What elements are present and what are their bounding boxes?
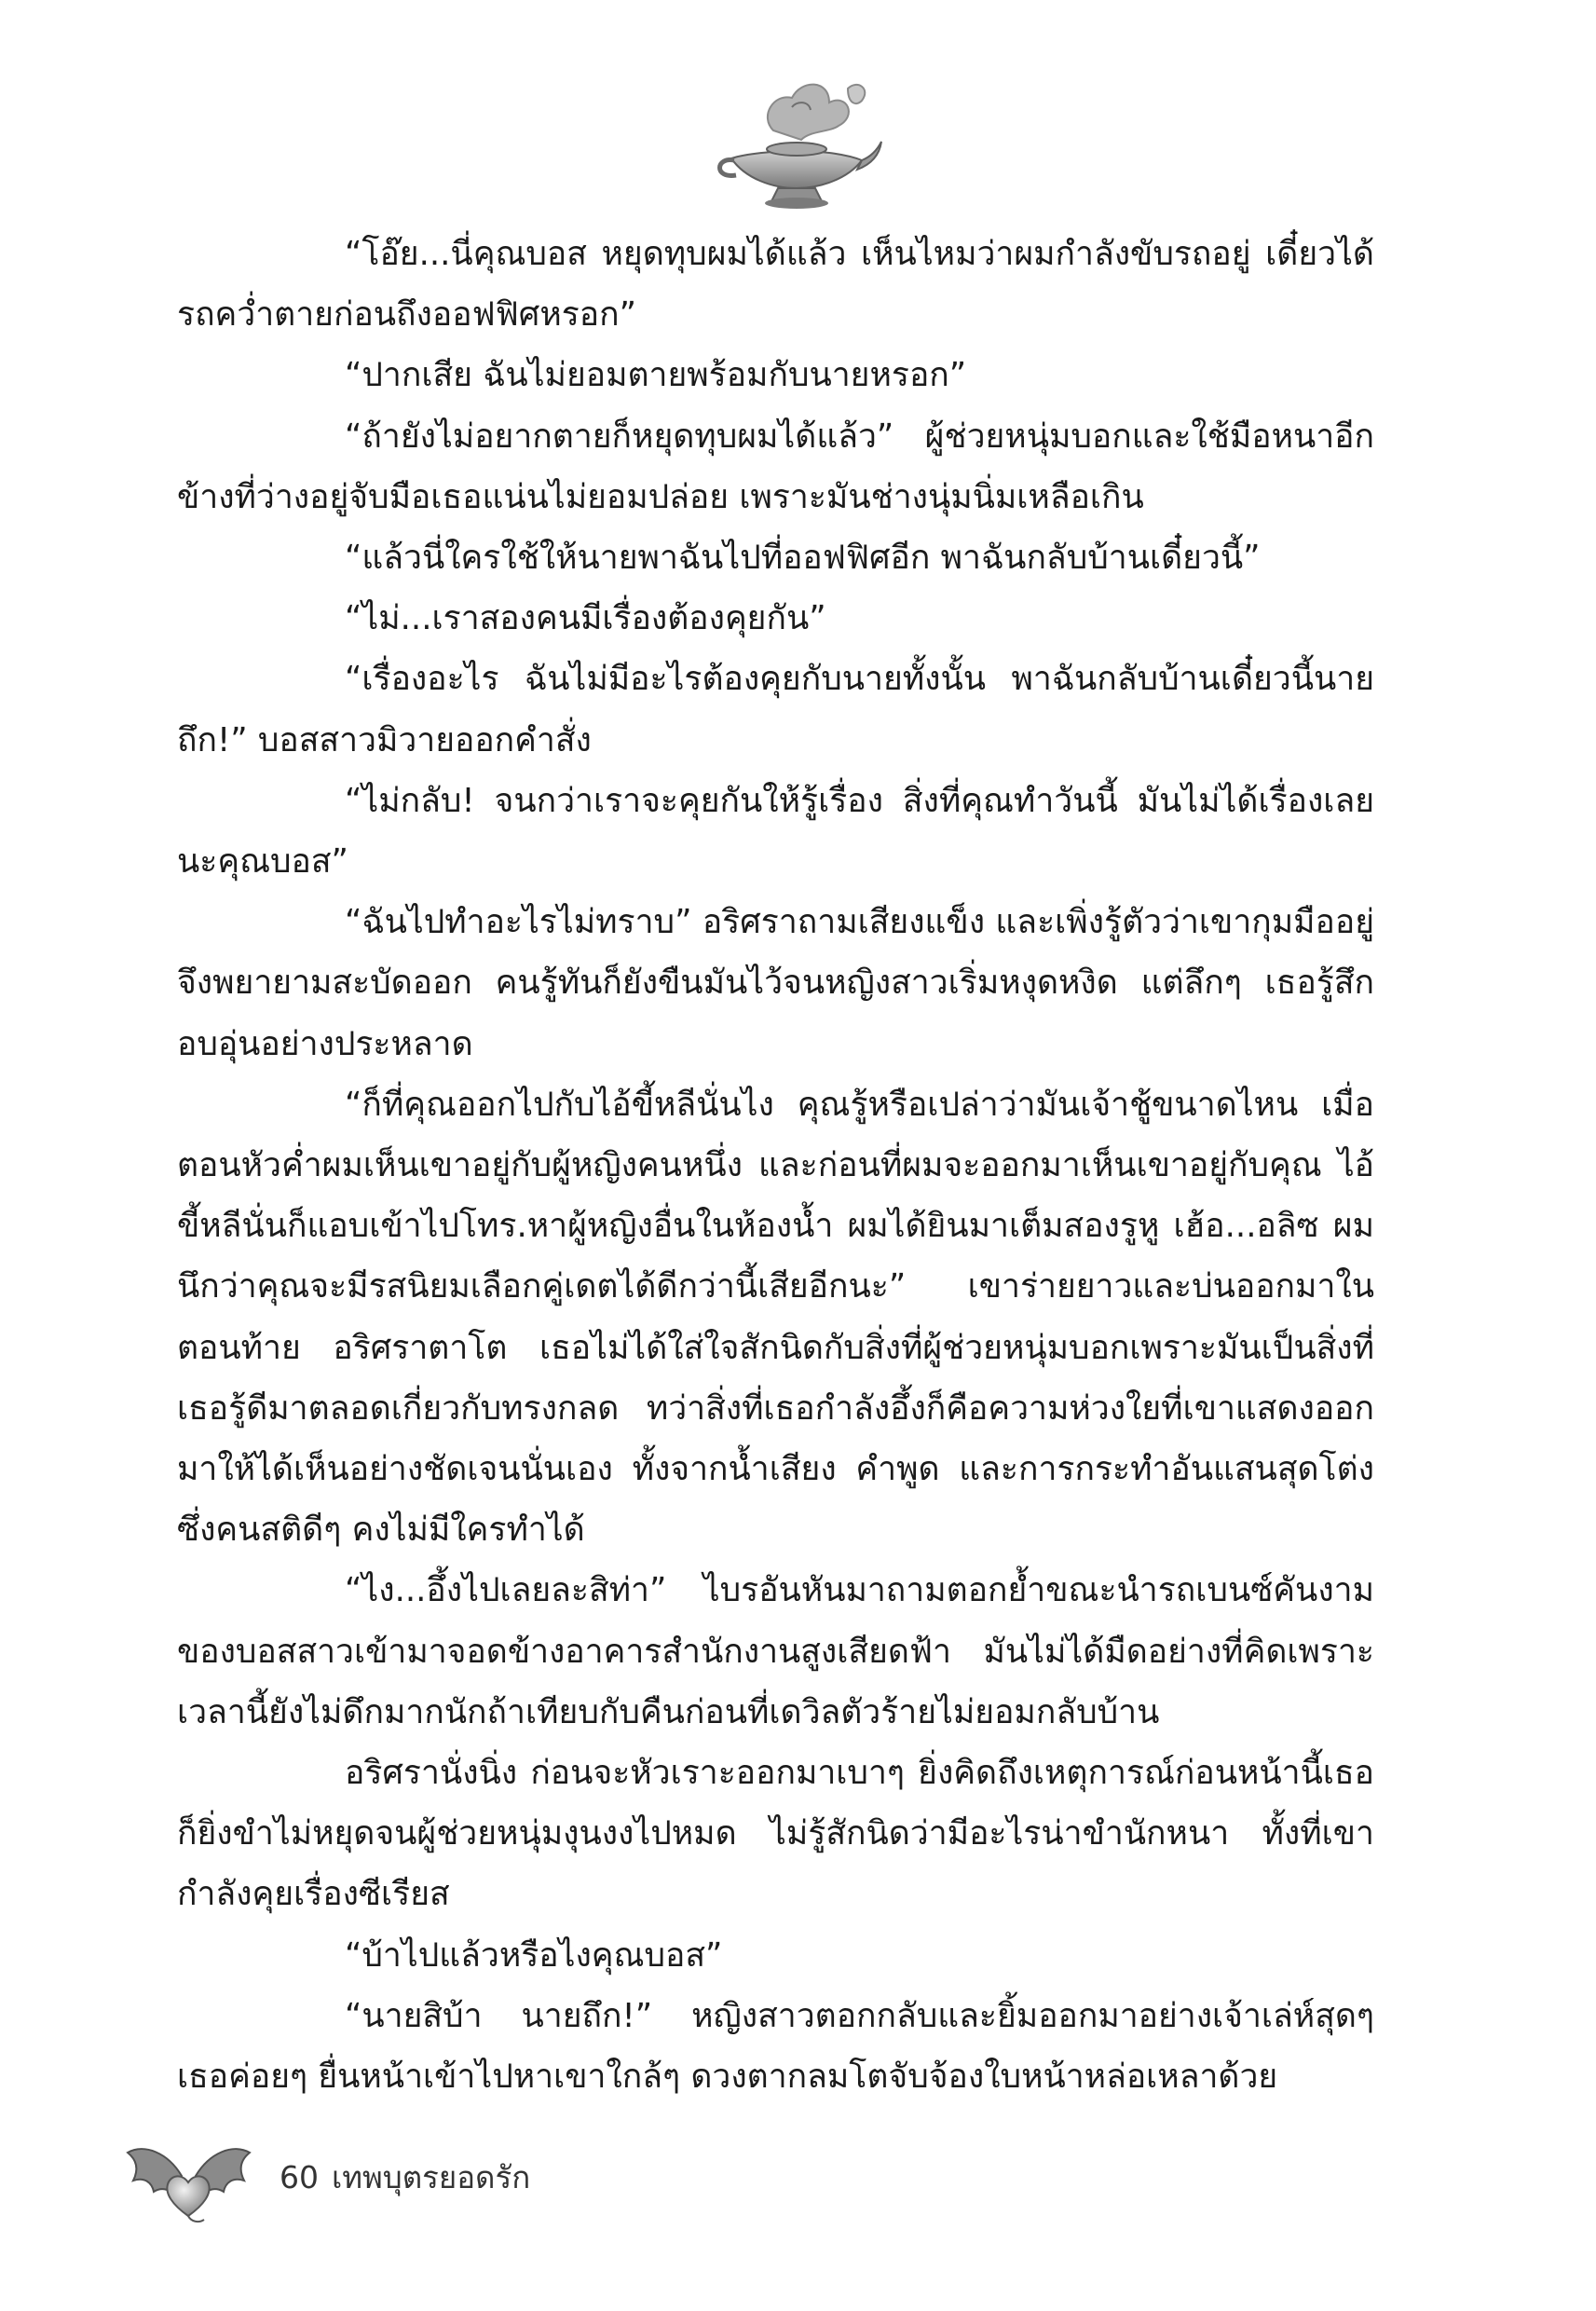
paragraph: อริศรานั่งนิ่ง ก่อนจะหัวเราะออกมาเบาๆ ยิ่งคิดถึงเหตุการณ์ก่อนหน้านี้เธอก็ยิ่งขำไม่หยุดจนผู้ช่วยหนุ่มงุนงงไปหมด ไม่รู้สักนิดว่ามีอะไรน่าขำนักหนา ทั้งที่เขากำลังคุยเรื่องซีเรียส [177, 1754, 1374, 1914]
genie-lamp-icon [708, 75, 885, 214]
paragraph: “ถ้ายังไม่อยากตายก็หยุดทุบผมได้แล้ว” ผู้ช่วยหนุ่มบอกและใช้มือหนาอีกข้างที่ว่างอยู่จับมือเธอแน่นไม่ยอมปล่อย เพราะมันช่างนุ่มนิ่มเหลือเกิน [177, 417, 1374, 516]
paragraph: “แล้วนี่ใครใช้ให้นายพาฉันไปที่ออฟฟิศอีก พาฉันกลับบ้านเดี๋ยวนี้” [345, 539, 1261, 578]
paragraph: “ก็ที่คุณออกไปกับไอ้ขี้หลีนั่นไง คุณรู้หรือเปล่าว่ามันเจ้าชู้ขนาดไหน เมื่อตอนหัวค่ำผมเห็นเขาอยู่กับผู้หญิงคนหนึ่ง และก่อนที่ผมจะออกมาเห็นเขาอยู่กับคุณ ไอ้ขี้หลีนั่นก็แอบเข้าไปโทร.หาผู้หญิงอื่นในห้องน้ำ ผมได้ยินมาเต็มสองรูหู เฮ้อ...อลิซ ผมนึกว่าคุณจะมีรสนิยมเลือกคู่เดตได้ดีกว่านี้เสียอีกนะ” เขาร่ายยาวและบ่นออกมาในตอนท้าย อริศราตาโต เธอไม่ได้ใส่ใจสักนิดกับสิ่งที่ผู้ช่วยหนุ่มบอกเพราะมันเป็นสิ่งที่เธอรู้ดีมาตลอดเกี่ยวกับทรงกลด ทว่าสิ่งที่เธอกำลังอึ้งก็คือความห่วงใยที่เขาแสดงออกมาให้ได้เห็นอย่างชัดเจนนั่นเอง ทั้งจากน้ำเสียง คำพูด และการกระทำอันแสนสุดโต่งซึ่งคนสติดีๆ คงไม่มีใครทำได้ [177, 1085, 1374, 1550]
page-number: 60 [280, 2159, 319, 2195]
paragraph: “นายสิบ้า นายถึก!” หญิงสาวตอกกลับและยิ้มออกมาอย่างเจ้าเล่ห์สุดๆ เธอค่อยๆ ยื่นหน้าเข้าไปหาเขาใกล้ๆ ดวงตากลมโตจับจ้องใบหน้าหล่อเหลาด้วย [177, 1996, 1374, 2097]
paragraph: “ไม่กลับ! จนกว่าเราจะคุยกันให้รู้เรื่อง สิ่งที่คุณทำวันนี้ มันไม่ได้เรื่องเลยนะคุณบอส” [177, 781, 1374, 882]
bat-wing-heart-icon [126, 2125, 252, 2227]
page-footer [126, 2125, 778, 2236]
book-title: เทพบุตรยอดรัก [332, 2159, 531, 2195]
body-text [177, 224, 1374, 2107]
paragraph: “ปากเสีย ฉันไม่ยอมตายพร้อมกับนายหรอก” [345, 356, 967, 395]
paragraph: “ฉันไปทำอะไรไม่ทราบ” อริศราถามเสียงแข็ง และเพิ่งรู้ตัวว่าเขากุมมืออยู่จึงพยายามสะบัดออก คนรู้ทันก็ยังขืนมันไว้จนหญิงสาวเริ่มหงุดหงิด แต่ลึกๆ เธอรู้สึกอบอุ่นอย่างประหลาด [177, 903, 1374, 1063]
paragraph: “บ้าไปแล้วหรือไงคุณบอส” [345, 1935, 723, 1975]
paragraph: “โอ๊ย...นี่คุณบอส หยุดทุบผมได้แล้ว เห็นไหมว่าผมกำลังขับรถอยู่ เดี๋ยวได้รถคว่ำตายก่อนถึงออฟฟิศหรอก” [177, 235, 1374, 335]
paragraph: “ไม่...เราสองคนมีเรื่องต้องคุยกัน” [345, 599, 826, 638]
paragraph: “ไง...อึ้งไปเลยละสิท่า” ไบรอันหันมาถามตอกย้ำขณะนำรถเบนซ์คันงามของบอสสาวเข้ามาจอดข้างอาคารสำนักงานสูงเสียดฟ้า มันไม่ได้มืดอย่างที่คิดเพราะเวลานี้ยังไม่ดึกมากนักถ้าเทียบกับคืนก่อนที่เดวิลตัวร้ายไม่ยอมกลับบ้าน [177, 1571, 1374, 1731]
paragraph: “เรื่องอะไร ฉันไม่มีอะไรต้องคุยกับนายทั้งนั้น พาฉันกลับบ้านเดี๋ยวนี้นายถึก!” บอสสาวมิวายออกคำสั่ง [177, 660, 1374, 759]
footer-caption [280, 2153, 530, 2202]
